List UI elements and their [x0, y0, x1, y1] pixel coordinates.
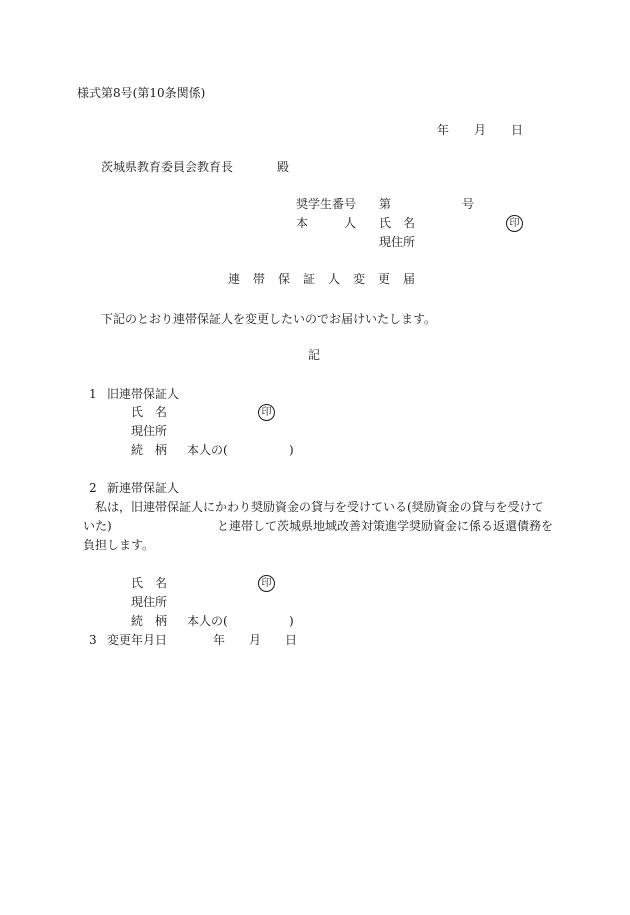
section1-number: 1 [89, 387, 97, 401]
section1-address-label: 現住所 [131, 424, 168, 438]
scholar-number-dai: 第 [379, 197, 392, 211]
section2-heading: 新連帯保証人 [107, 481, 180, 495]
honnin-label-1: 本 [296, 216, 309, 230]
section2-body-line2b: と連帯して茨城県地域改善対策進学奨励資金に係る返還債務を [217, 519, 554, 533]
applicant-name-label-1: 氏 [379, 216, 392, 230]
section2-seal-icon: 印 [258, 575, 275, 592]
section2-relation-label-2: 柄 [155, 614, 168, 628]
section2-relation-close: ) [289, 614, 294, 628]
section3-number: 3 [89, 633, 97, 647]
section2-body-line2a: いた) [83, 519, 112, 533]
section1-heading: 旧連帯保証人 [107, 387, 180, 401]
applicant-seal-icon: 印 [506, 215, 523, 232]
section2-relation-value: 本人の( [187, 614, 228, 628]
date-day-label: 日 [511, 123, 524, 137]
form-number: 様式第8号(第10条関係) [77, 86, 206, 100]
section2-address-label: 現住所 [131, 595, 168, 609]
recipient-name: 茨城県教育委員会教育長 [101, 160, 234, 174]
date-month-label: 月 [474, 123, 487, 137]
section1-name-label-1: 氏 [131, 405, 144, 419]
recipient-honorific: 殿 [277, 160, 290, 174]
section2-body-line3: 負担します。 [83, 538, 155, 552]
section2-relation-label-1: 続 [131, 614, 144, 628]
section2-name-label-1: 氏 [131, 576, 144, 590]
honnin-label-2: 人 [344, 216, 357, 230]
section2-name-label-2: 名 [155, 576, 168, 590]
section3-day-label: 日 [285, 633, 298, 647]
scholar-number-go: 号 [462, 197, 475, 211]
date-year-label: 年 [437, 123, 450, 137]
applicant-address-label: 現住所 [379, 235, 416, 249]
intro-text: 下記のとおり連帯保証人を変更したいのでお届けいたします。 [101, 312, 437, 326]
applicant-name-label-2: 名 [403, 216, 416, 230]
section1-relation-value: 本人の( [187, 443, 228, 457]
section1-relation-label-2: 柄 [155, 443, 168, 457]
section1-relation-close: ) [289, 443, 294, 457]
section3-heading: 変更年月日 [107, 633, 168, 647]
section1-name-label-2: 名 [155, 405, 168, 419]
ki-label: 記 [308, 348, 321, 362]
section2-number: 2 [89, 481, 97, 495]
document-title: 連帯保証人変更届 [228, 272, 429, 286]
section1-seal-icon: 印 [258, 404, 275, 421]
section3-year-label: 年 [213, 633, 226, 647]
scholar-number-label: 奨学生番号 [296, 197, 357, 211]
section3-month-label: 月 [249, 633, 262, 647]
section2-body-line1: 私は，旧連帯保証人にかわり奨励資金の貸与を受けている(奨励資金の貸与を受けて [95, 500, 544, 514]
section1-relation-label-1: 続 [131, 443, 144, 457]
